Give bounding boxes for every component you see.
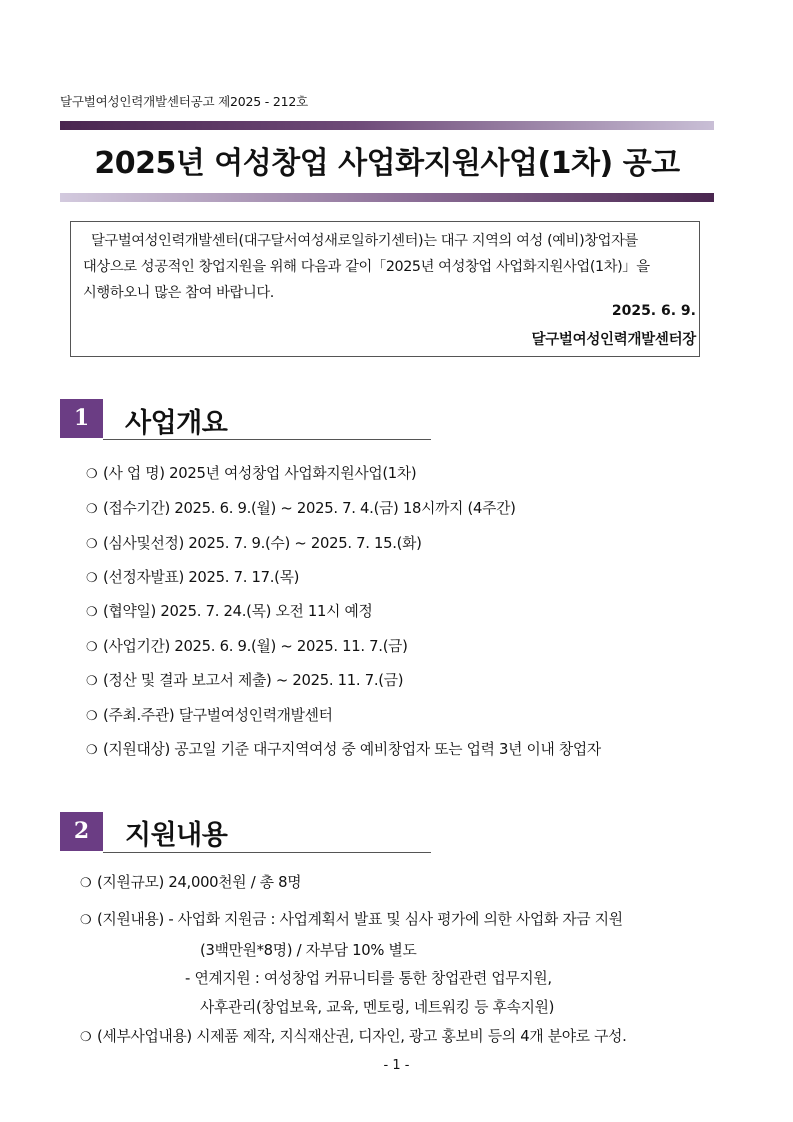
list-item: ❍ (협약일) 2025. 7. 24.(목) 오전 11시 예정	[86, 603, 373, 620]
list-item: ❍ (심사및선정) 2025. 7. 9.(수) ~ 2025. 7. 15.(화)	[86, 535, 422, 552]
support-content-line-3: - 연계지원 : 여성창업 커뮤니티를 통한 창업관련 업무지원,	[185, 970, 552, 987]
intro-line-1: 달구벌여성인력개발센터(대구달서여성새로일하기센터)는 대구 지역의 여성 (예비)창업자를	[91, 233, 638, 249]
support-content-line-4: 사후관리(창업보육, 교육, 멘토링, 네트워킹 등 후속지원)	[200, 999, 555, 1016]
bullet-icon: ❍	[86, 502, 98, 517]
list-item: ❍ (사 업 명) 2025년 여성창업 사업화지원사업(1차)	[86, 465, 417, 482]
notice-number: 달구벌여성인력개발센터공고 제2025 - 212호	[60, 94, 309, 109]
section-2-title: 지원내용	[125, 820, 228, 851]
bullet-icon: ❍	[86, 537, 98, 552]
section-2-underline	[103, 852, 431, 853]
bullet-icon: ❍	[86, 743, 98, 758]
title-top-bar	[60, 121, 714, 130]
bullet-icon: ❍	[80, 913, 92, 928]
intro-line-3: 시행하오니 많은 참여 바랍니다.	[83, 285, 274, 301]
list-item: ❍ (지원대상) 공고일 기준 대구지역여성 중 예비창업자 또는 업력 3년 이내 창업자	[86, 741, 601, 758]
bullet-icon: ❍	[80, 876, 92, 891]
bullet-icon: ❍	[86, 709, 98, 724]
bullet-icon: ❍	[86, 605, 98, 620]
section-1-title: 사업개요	[125, 408, 228, 439]
section-1-number: 1	[60, 399, 103, 438]
intro-date: 2025. 6. 9.	[611, 303, 696, 319]
support-content-line-2: (3백만원*8명) / 자부담 10% 별도	[200, 942, 417, 959]
bullet-icon: ❍	[86, 467, 98, 482]
section-2-number: 2	[60, 812, 103, 851]
title-bottom-bar	[60, 193, 714, 202]
list-item: ❍ (사업기간) 2025. 6. 9.(월) ~ 2025. 11. 7.(금)	[86, 638, 408, 655]
intro-line-2: 대상으로 성공적인 창업지원을 위해 다음과 같이「2025년 여성창업 사업화지원사업(1차)」을	[83, 259, 650, 275]
intro-text	[83, 228, 695, 306]
bullet-icon: ❍	[86, 640, 98, 655]
support-content: ❍ (지원내용) - 사업화 지원금 : 사업계획서 발표 및 심사 평가에 의한 사업화 자금 지원	[80, 911, 623, 928]
intro-signer: 달구벌여성인력개발센터장	[531, 332, 696, 348]
list-item: ❍ (접수기간) 2025. 6. 9.(월) ~ 2025. 7. 4.(금) 18시까지 (4주간)	[86, 500, 516, 517]
bullet-icon: ❍	[86, 674, 98, 689]
bullet-icon: ❍	[86, 571, 98, 586]
bullet-icon: ❍	[80, 1030, 92, 1045]
support-detail: ❍ (세부사업내용) 시제품 제작, 지식재산권, 디자인, 광고 홍보비 등의 4개 분야로 구성.	[80, 1028, 627, 1045]
list-item: ❍ (주최.주관) 달구벌여성인력개발센터	[86, 707, 333, 724]
section-1-underline	[103, 439, 431, 440]
support-scale: ❍ (지원규모) 24,000천원 / 총 8명	[80, 874, 302, 891]
list-item: ❍ (정산 및 결과 보고서 제출) ~ 2025. 11. 7.(금)	[86, 672, 404, 689]
page-title: 2025년 여성창업 사업화지원사업(1차) 공고	[94, 146, 680, 181]
list-item: ❍ (선정자발표) 2025. 7. 17.(목)	[86, 569, 300, 586]
page-number: - 1 -	[383, 1058, 410, 1073]
